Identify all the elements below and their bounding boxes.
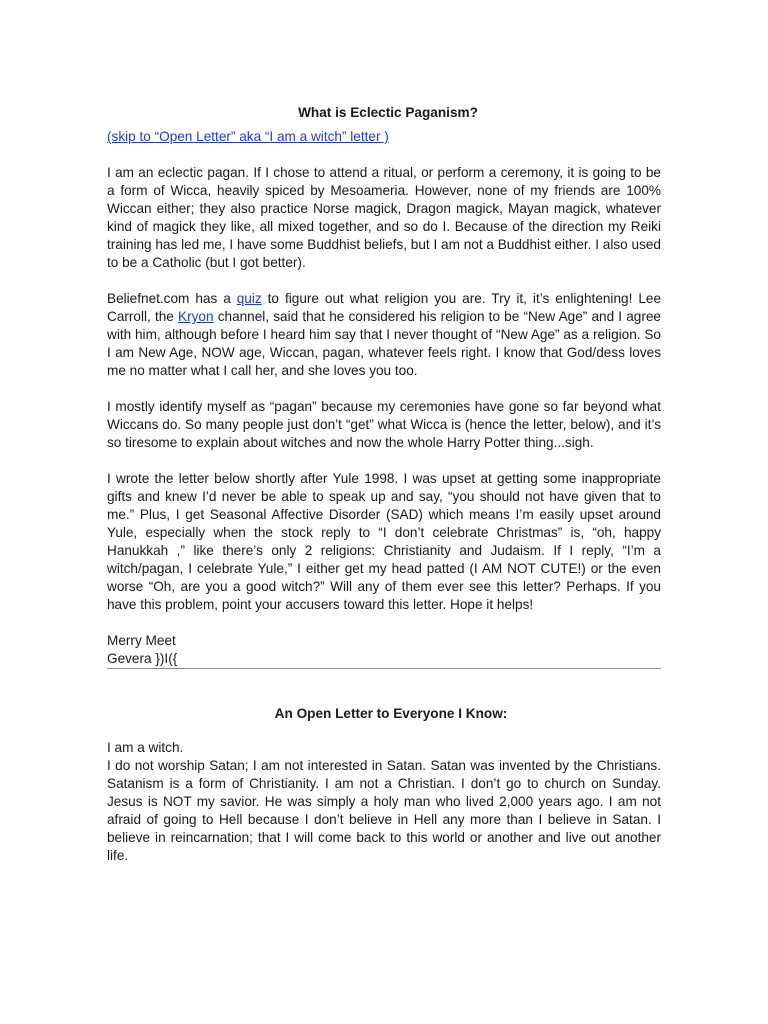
skip-link-line [107, 128, 661, 146]
section-divider [107, 668, 661, 669]
paragraph-text: to figure out what religion you are. Try it, it’s enlightening! Lee Carroll, the [107, 291, 662, 324]
skip-to-letter-link[interactable]: (skip to “Open Letter” aka “I am a witch” letter ) [107, 129, 389, 144]
letter-paragraph: I do not worship Satan; I am not interested in Satan. Satan was invented by the Christians. Satanism is a form of Christianity. I am not a Christian. I don’t go to church on Sunday. Jesus is NOT my savior. He was simply a holy man who lived 2,000 years ago. I am not afraid of going to Hell because I don’t believe in Hell any more than I believe in Satan. I believe in reincarnation; that I will come back to this world or another and live out another life. [107, 758, 661, 863]
document-body [107, 104, 661, 865]
paragraph-text: Beliefnet.com has a [107, 291, 237, 306]
paragraph-text: channel, said that he considered his religion to be “New Age” and I agree with him, although before I heard him say that I never thought of “New Age” as a religion. So I am New Age, NOW age, Wiccan, pagan, whatever feels right. I know that God/dess loves me no matter what I call her, and she loves you too. [107, 309, 661, 378]
kryon-link[interactable]: Kryon [178, 309, 214, 324]
paragraph-beliefnet [107, 290, 661, 380]
quiz-link[interactable]: quiz [236, 291, 262, 306]
paragraph-eclectic-pagan: I am an eclectic pagan. If I chose to attend a ritual, or perform a ceremony, it is going to be a form of Wicca, heavily spiced by Mesoameria. However, none of my friends are 100% Wiccan either; they also practice Norse magick, Dragon magick, Mayan magick, whatever kind of magick they like, all mixed together, and so do I. Because of the direction my Reiki training has led me, I have some Buddhist beliefs, but I am not a Buddhist either. I also used to be a Catholic (but I got better). [107, 165, 661, 270]
letter-title: An Open Letter to Everyone I Know: [274, 706, 508, 721]
signature: Gevera })I({ [107, 651, 178, 666]
page-title: What is Eclectic Paganism? [298, 105, 478, 120]
letter-intro: I am a witch. [107, 740, 184, 755]
paragraph-identify-pagan: I mostly identify myself as “pagan” because my ceremonies have gone so far beyond what Wiccans do. So many people just don’t “get” what Wicca is (hence the letter, below), and it’s so tiresome to explain about witches and now the whole Harry Potter thing...sigh. [107, 399, 661, 450]
signoff: Merry Meet [107, 633, 176, 648]
paragraph-yule-letter: I wrote the letter below shortly after Yule 1998. I was upset at getting some inappropriate gifts and knew I’d never be able to speak up and say, “you should not have given that to me.” Plus, I get Seasonal Affective Disorder (SAD) which means I’m easily upset around Yule, especially when the stock reply to “I don’t celebrate Christmas” is, “oh, happy Hanukkah ,” like there’s only 2 religions: Christianity and Judaism. If I reply, “I’m a witch/pagan, I celebrate Yule,” I either get my head patted (I AM NOT CUTE!) or the even worse “Oh, are you a good witch?” Will any of them ever see this letter? Perhaps. If you have this problem, point your accusers toward this letter. Hope it helps! [107, 471, 661, 612]
